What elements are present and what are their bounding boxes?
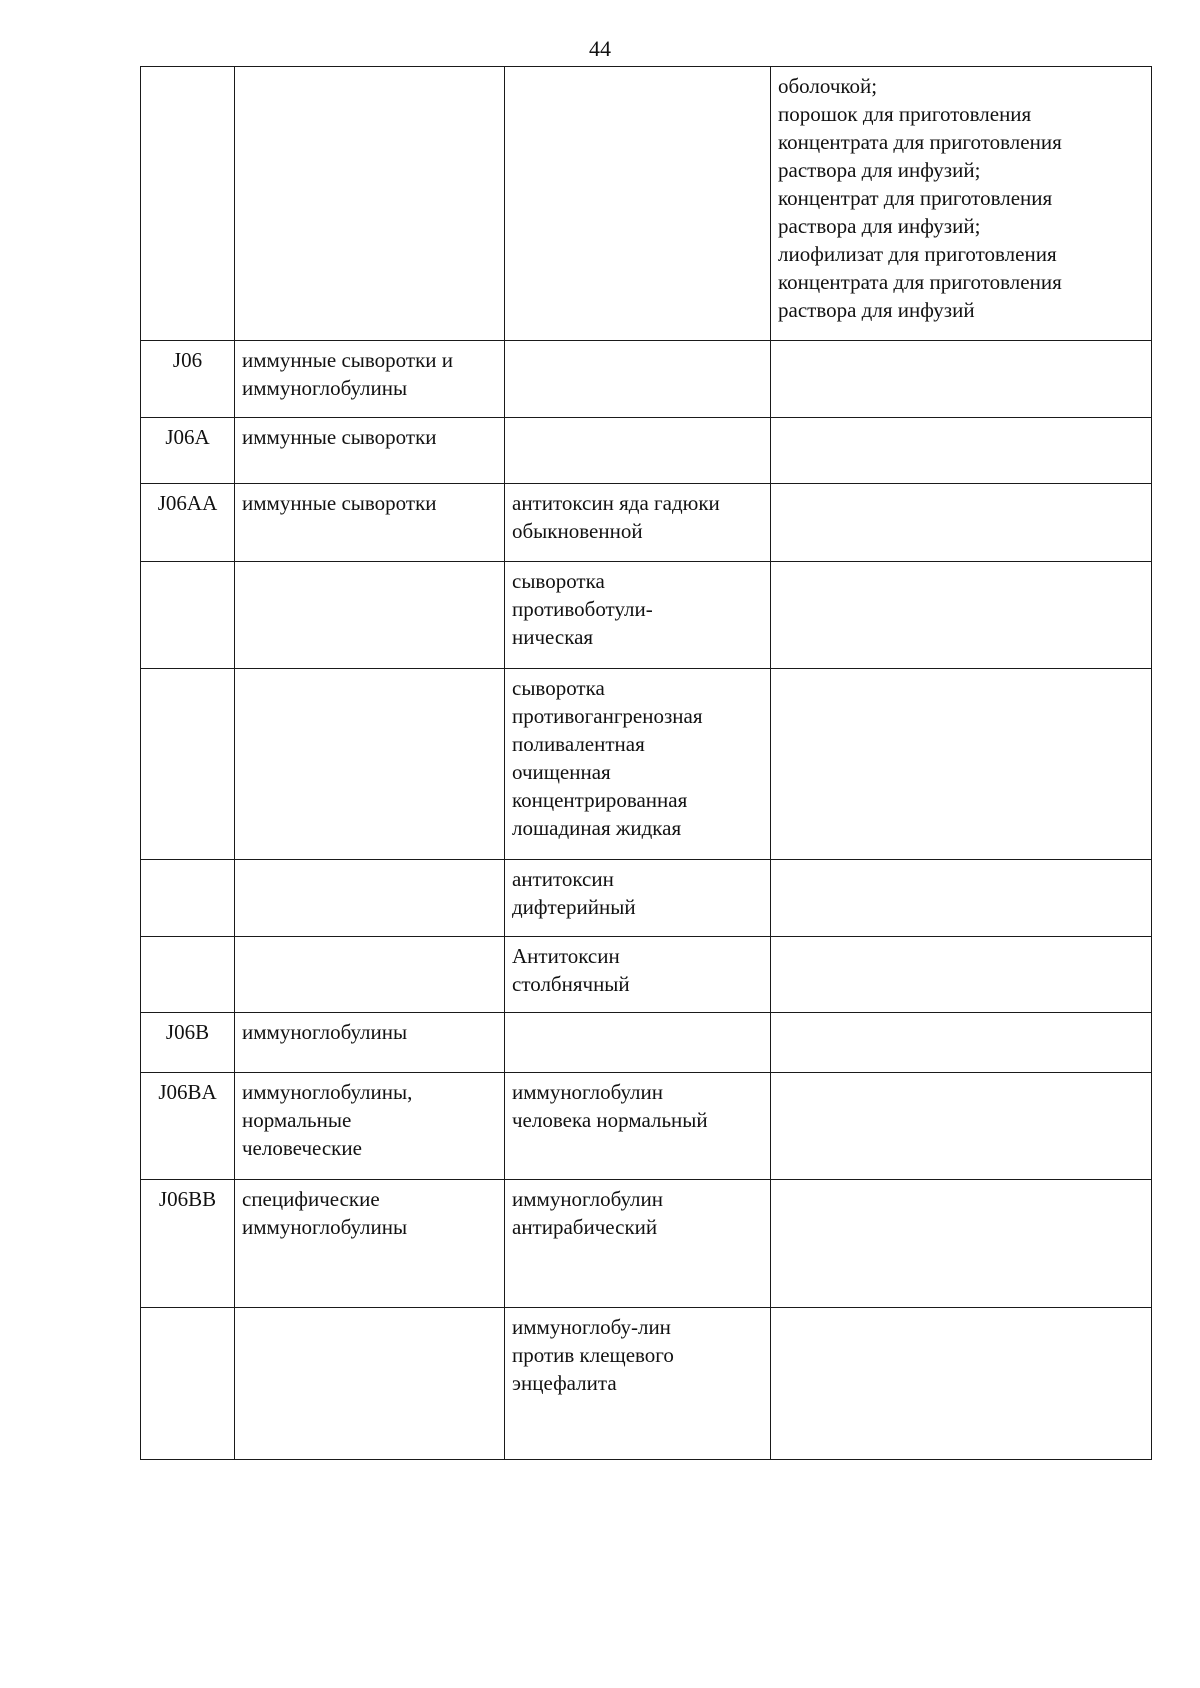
drug-name-cell (505, 341, 771, 418)
dosage-form-cell (771, 669, 1152, 860)
atc-code-cell: J06BB (141, 1180, 235, 1308)
table-row (141, 418, 1152, 484)
drug-name-cell: Антитоксин столбнячный (505, 937, 771, 1013)
page-number: 44 (589, 36, 611, 61)
table-row (141, 937, 1152, 1013)
drug-classification-table (140, 66, 1152, 1460)
dosage-form-cell (771, 1180, 1152, 1308)
dosage-form-cell (771, 1013, 1152, 1073)
dosage-form-cell: оболочкой; порошок для приготовления концентрата для приготовления раствора для инфузий; концентрат для приготовления раствора для инфузий; лиофилизат для приготовления концентрата для приготовления раствора для инфузий (771, 67, 1152, 341)
drug-name-cell: иммуноглобулин человека нормальный (505, 1073, 771, 1180)
table-row (141, 562, 1152, 669)
dosage-form-cell (771, 418, 1152, 484)
atc-code-cell (141, 669, 235, 860)
table-row (141, 669, 1152, 860)
atc-code-cell (141, 937, 235, 1013)
dosage-form-cell (771, 341, 1152, 418)
dosage-form-cell (771, 1308, 1152, 1460)
table-row (141, 67, 1152, 341)
group-name-cell: иммунные сыворотки (235, 418, 505, 484)
table-row (141, 860, 1152, 937)
drug-name-cell: антитоксин яда гадюки обыкновенной (505, 484, 771, 562)
group-name-cell (235, 669, 505, 860)
atc-code-cell: J06AA (141, 484, 235, 562)
group-name-cell (235, 67, 505, 341)
table-row (141, 1013, 1152, 1073)
dosage-form-cell (771, 1073, 1152, 1180)
drug-name-cell: иммуноглобу-лин против клещевого энцефалита (505, 1308, 771, 1460)
atc-code-cell: J06BA (141, 1073, 235, 1180)
drug-name-cell: антитоксин дифтерийный (505, 860, 771, 937)
atc-code-cell (141, 1308, 235, 1460)
table-row (141, 341, 1152, 418)
drug-name-cell (505, 67, 771, 341)
dosage-form-cell (771, 860, 1152, 937)
table-row (141, 484, 1152, 562)
group-name-cell: иммуноглобулины (235, 1013, 505, 1073)
drug-name-cell: иммуноглобулин антирабический (505, 1180, 771, 1308)
group-name-cell (235, 860, 505, 937)
atc-code-cell (141, 860, 235, 937)
atc-code-cell (141, 67, 235, 341)
atc-code-cell: J06B (141, 1013, 235, 1073)
dosage-form-cell (771, 937, 1152, 1013)
table-row (141, 1308, 1152, 1460)
drug-name-cell: сыворотка противогангренозная поливалентная очищенная концентрированная лошадиная жидкая (505, 669, 771, 860)
group-name-cell (235, 562, 505, 669)
drug-name-cell (505, 418, 771, 484)
drug-name-cell (505, 1013, 771, 1073)
table-row (141, 1180, 1152, 1308)
dosage-form-cell (771, 562, 1152, 669)
atc-code-cell (141, 562, 235, 669)
group-name-cell: специфические иммуноглобулины (235, 1180, 505, 1308)
group-name-cell (235, 1308, 505, 1460)
atc-code-cell: J06A (141, 418, 235, 484)
table-row (141, 1073, 1152, 1180)
group-name-cell: иммуноглобулины, нормальные человеческие (235, 1073, 505, 1180)
dosage-form-cell (771, 484, 1152, 562)
drug-name-cell: сыворотка противоботули- ническая (505, 562, 771, 669)
atc-code-cell: J06 (141, 341, 235, 418)
group-name-cell (235, 937, 505, 1013)
group-name-cell: иммунные сыворотки и иммуноглобулины (235, 341, 505, 418)
group-name-cell: иммунные сыворотки (235, 484, 505, 562)
